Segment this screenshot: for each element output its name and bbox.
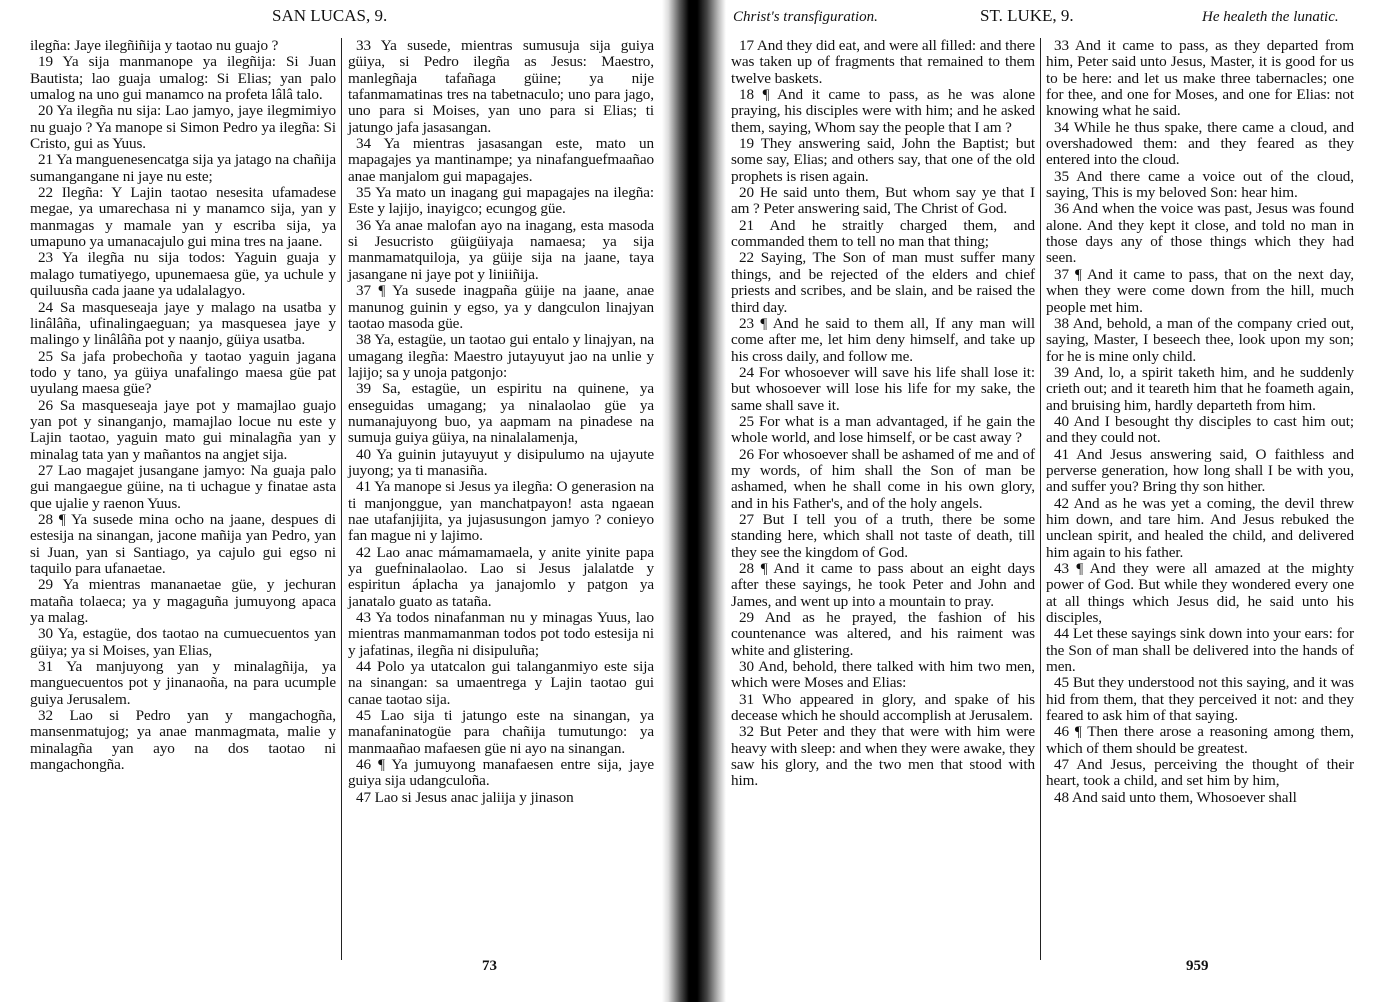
verse-paragraph: 33 Ya susede, mientras sumusuja sija guiya güiya, si Pedro ilegña as Jesus: Maestro, manlegñaja tafañaga güine; ya nije tafanmamatinas tres na tabetnaculo; uno para jago, uno para si Moises, yan uno para si Elias; ti jatungo jafa jasasangan. [348, 37, 654, 136]
verse-paragraph: 45 But they understood not this saying, and it was hid from them, that they perceived it not: and they feared to ask him of that saying. [1046, 674, 1354, 725]
verse-paragraph: ilegña: Jaye ilegñiñija y taotao nu guajo ? [30, 37, 279, 54]
running-header-left: Christ's transfiguration. [733, 9, 878, 25]
text-column-right-2 [1046, 38, 1354, 806]
verse-paragraph: 19 Ya sija manmanope ya ilegñija: Si Juan Bautista; lao guaja umalog: Si Elias; yan palo umalog na uno gui manamco na profeta lâlâ talo. [30, 53, 336, 104]
verse-paragraph: 37 ¶ Ya susede inagpaña güije na jaane, anae manunog guinin y egso, ya y dangculon linajyan taotao masoda güe. [348, 282, 654, 332]
verse-paragraph: 25 For what is a man advantaged, if he gain the whole world, and lose himself, or be cast away ? [731, 412, 1035, 447]
verse-paragraph: 27 But I tell you of a truth, there be some standing here, which shall not taste of death, till they see the kingdom of God. [731, 510, 1035, 561]
verse-paragraph: 20 He said unto them, But whom say ye that I am ? Peter answering said, The Christ of God. [731, 184, 1035, 218]
verse-paragraph: 29 Ya mientras mananaetae güe, y jechuran mataña tolaeca; ya y magaguña jumuyong apaca ya malag. [30, 576, 336, 627]
verse-paragraph: 23 Ya ilegña nu sija todos: Yaguin guaja y malago tumatiyego, upunemaesa güe, ya uchule y quiluusña cada jaane ya udalalagyo. [30, 249, 336, 300]
verse-paragraph: 37 ¶ And it came to pass, that on the next day, when they were come down from the hill, much people met him. [1046, 265, 1354, 316]
verse-paragraph: 22 Saying, The Son of man must suffer many things, and be rejected of the elders and chief priests and scribes, and be slain, and be raised the third day. [731, 249, 1035, 316]
verse-paragraph: 30 And, behold, there talked with him two men, which were Moses and Elias: [731, 658, 1035, 692]
verse-paragraph: 25 Sa jafa probechoña y taotao yaguin jagana todo y tano, ya güiya unafalingo maesa güe pat uyulang maesa güe? [30, 347, 336, 398]
verse-paragraph: 46 ¶ Ya jumuyong manafaesen entre sija, jaye guiya sija udangculoña. [348, 756, 654, 790]
verse-paragraph: 42 Lao anac mámamamaela, y anite yinite papa ya guefninalaolao. Lao si Jesus jalalatde y espiritun áplacha ya janajomlo y patgon ya janatalo guato as tataña. [348, 543, 654, 610]
verse-paragraph: 47 Lao si Jesus anac jaliija y jinason [356, 788, 574, 806]
verse-paragraph: 26 For whosoever shall be ashamed of me and of my words, of him shall the Son of man be ashamed, when he shall come in his own glory, and in his Father's, and of the holy angels. [731, 445, 1035, 512]
running-header: SAN LUCAS, 9. [272, 6, 388, 25]
verse-paragraph: 24 For whosoever will save his life shall lose it: but whosoever will lose his life for my sake, the same shall save it. [731, 363, 1035, 414]
verse-paragraph: 18 ¶ And it came to pass, as he was alone praying, his disciples were with him; and he asked them, saying, Whom say the people that I am ? [731, 86, 1035, 136]
verse-paragraph: 35 And there came a voice out of the cloud, saying, This is my beloved Son: hear him. [1046, 167, 1354, 202]
verse-paragraph: 34 Ya mientras jasasangan este, mato un mapagajes ya mantinampe; ya ninafanguefmaañao anae manjalom gui mapagajes. [348, 135, 654, 185]
verse-paragraph: 44 Polo ya utatcalon gui talanganmiyo este sija na sinangan: sa umaentrega y Lajin taotao gui canae taotao sija. [348, 658, 654, 708]
verse-paragraph: 28 ¶ And it came to pass about an eight days after these sayings, he took Peter and John and James, and went up into a mountain to pray. [731, 560, 1035, 610]
verse-paragraph: 34 While he thus spake, there came a cloud, and overshadowed them: and they feared as they entered into the cloud. [1046, 118, 1354, 169]
text-column-right-1 [731, 38, 1035, 790]
book-gutter [662, 0, 726, 1002]
verse-paragraph: 44 Let these sayings sink down into your ears: for the Son of man shall be delivered into the hands of men. [1046, 625, 1354, 676]
running-header: ST. LUKE, 9. [980, 6, 1074, 25]
verse-paragraph: 32 But Peter and they that were with him were heavy with sleep: and when they were awake, they saw his glory, and the two men that stood with him. [731, 723, 1035, 790]
running-header-right: He healeth the lunatic. [1202, 9, 1339, 25]
text-column-left-1 [30, 38, 336, 773]
verse-paragraph: 27 Lao magajet jusangane jamyo: Na guaja palo gui mangaegue güine, na ti uchague y finatae asta que ujalie y raenon Yuus. [30, 461, 336, 512]
verse-paragraph: 39 And, lo, a spirit taketh him, and he suddenly crieth out; and it teareth him that he foameth again, and bruising him, hardly departeth from him. [1046, 363, 1354, 414]
column-rule [1040, 38, 1041, 960]
column-rule [341, 38, 342, 960]
verse-paragraph: 33 And it came to pass, as they departed from him, Peter said unto Jesus, Master, it is good for us to be here: and let us make three tabernacles; one for thee, and one for Moses, and one for Elias: not knowing what he said. [1046, 37, 1354, 120]
verse-paragraph: 48 And said unto them, Whosoever shall [1054, 788, 1297, 806]
verse-paragraph: 40 Ya guinin jutayuyut y disipulumo na ujayute juyong; ya ti manasiña. [348, 445, 654, 479]
verse-paragraph: 38 And, behold, a man of the company cried out, saying, Master, I beseech thee, look upon my son; for he is mine only child. [1046, 314, 1354, 365]
verse-paragraph: 42 And as he was yet a coming, the devil threw him down, and tare him. And Jesus rebuked the unclean spirit, and healed the child, and delivered him again to his father. [1046, 494, 1354, 561]
verse-paragraph: 39 Sa, estagüe, un espiritu na quinene, ya enseguidas umagang; ya ninalaolao güe ya numanajuyong buo, ya aapmam na pinadese na sumuja guiya güiya, na ninalalamenja, [348, 380, 654, 447]
verse-paragraph: 19 They answering said, John the Baptist; but some say, Elias; and others say, that one of the old prophets is risen again. [731, 135, 1035, 185]
verse-paragraph: 26 Sa masqueseaja jaye pot y mamajlao guajo yan pot y sinanganjo, mamajlao locue nu este y Lajin taotao, yaguin mato gui minalagña yan y minalag tata yan y mañantos na angjet sija. [30, 396, 336, 463]
verse-paragraph: 41 Ya manope si Jesus ya ilegña: O generasion na ti manjonggue, yan manchatpayon! asta ngaean nae utafanjijita, ya jujasusungon jamyo ? conieyo fan mague ni y lajimo. [348, 478, 654, 545]
verse-paragraph: 43 ¶ And they were all amazed at the mighty power of God. But while they wondered every one at all things which Jesus did, he said unto his disciples, [1046, 560, 1354, 627]
verse-paragraph: 45 Lao sija ti jatungo este na sinangan, ya manafaninatogüe para chañija tumutungo: ya manmaañao mafaesen güe ni ayo na sinangan. [348, 707, 654, 757]
verse-paragraph: 17 And they did eat, and were all filled: and there was taken up of fragments that remained to them twelve baskets. [731, 37, 1035, 87]
verse-paragraph: 30 Ya, estagüe, dos taotao na cumuecuentos yan güiya; ya si Moises, yan Elias, [30, 625, 336, 659]
verse-paragraph: 40 And I besought thy disciples to cast him out; and they could not. [1046, 412, 1354, 447]
verse-paragraph: 36 And when the voice was past, Jesus was found alone. And they kept it close, and told no man in those days any of those things which they had seen. [1046, 200, 1354, 267]
verse-paragraph: 23 ¶ And he said to them all, If any man will come after me, let him deny himself, and take up his cross daily, and follow me. [731, 314, 1035, 365]
verse-paragraph: 29 And as he prayed, the fashion of his countenance was altered, and his raiment was white and glistering. [731, 609, 1035, 659]
verse-paragraph: 21 And he straitly charged them, and commanded them to tell no man that thing; [731, 216, 1035, 251]
verse-paragraph: 31 Ya manjuyong yan y minalagñija, ya manguecuentos pot y jinanaoña, na para ucumple guiya Jerusalem. [30, 658, 336, 708]
verse-paragraph: 32 Lao si Pedro yan y mangachogña, mansenmatujog; ya anae manmagmata, malie y minalagña yan ayo na dos taotao ni mangachongña. [30, 707, 336, 774]
page-number: 959 [1186, 958, 1209, 974]
verse-paragraph: 35 Ya mato un inagang gui mapagajes na ilegña: Este y lajijo, inayigco; ecungog güe. [348, 184, 654, 218]
verse-paragraph: 46 ¶ Then there arose a reasoning among them, which of them should be greatest. [1046, 723, 1354, 757]
verse-paragraph: 22 Ilegña: Y Lajin taotao nesesita ufamadese megae, ya umarechasa ni y manamco sija, yan y manmagas y mamale yan y escriba sija, ya umapuno ya umanacajulo gui mina tres na jaane. [30, 184, 336, 251]
verse-paragraph: 20 Ya ilegña nu sija: Lao jamyo, jaye ilegmimiyo nu guajo ? Ya manope si Simon Pedro ya ilegña: Si Cristo, gui as Yuus. [30, 102, 336, 153]
page-number: 73 [482, 958, 497, 974]
verse-paragraph: 43 Ya todos ninafanman nu y minagas Yuus, lao mientras manmamanman todos pot todo estesija ni y jafatinas, ilegña ni disipuluña; [348, 609, 654, 659]
verse-paragraph: 38 Ya, estagüe, un taotao gui entalo y linajyan, na umagang ilegña: Maestro jutayuyut jao na unlie y lajijo; sa y unoja patgonjo: [348, 331, 654, 381]
verse-paragraph: 28 ¶ Ya susede mina ocho na jaane, despues di estesija na sinangan, jacone mañija yan Pedro, yan si Juan, yan si Santiago, ya cajulo gui egso ni taquilo para ufanaetae. [30, 510, 336, 577]
text-column-left-2 [348, 38, 654, 806]
verse-paragraph: 36 Ya anae malofan ayo na inagang, esta masoda si Jesucristo güigüiyaja namaesa; ya sija manmamatquiloja, ya güije sija na jaane, taya jasangane ni jaye pot y liniiñija. [348, 216, 654, 283]
verse-paragraph: 21 Ya manguenesencatga sija ya jatago na chañija sumangangane ni jaye nu este; [30, 151, 336, 185]
verse-paragraph: 47 And Jesus, perceiving the thought of their heart, took a child, and set him by him, [1046, 756, 1354, 790]
verse-paragraph: 31 Who appeared in glory, and spake of his decease which he should accomplish at Jerusalem. [731, 690, 1035, 725]
verse-paragraph: 24 Sa masqueseaja jaye y malago na usatba y linâlâña, ufinalingaeguan; ya masquesea jaye y malingo y linâlâña pot y naanjo, güiya usatba. [30, 298, 336, 349]
verse-paragraph: 41 And Jesus answering said, O faithless and perverse generation, how long shall I be with you, and suffer you? Bring thy son hither. [1046, 445, 1354, 496]
